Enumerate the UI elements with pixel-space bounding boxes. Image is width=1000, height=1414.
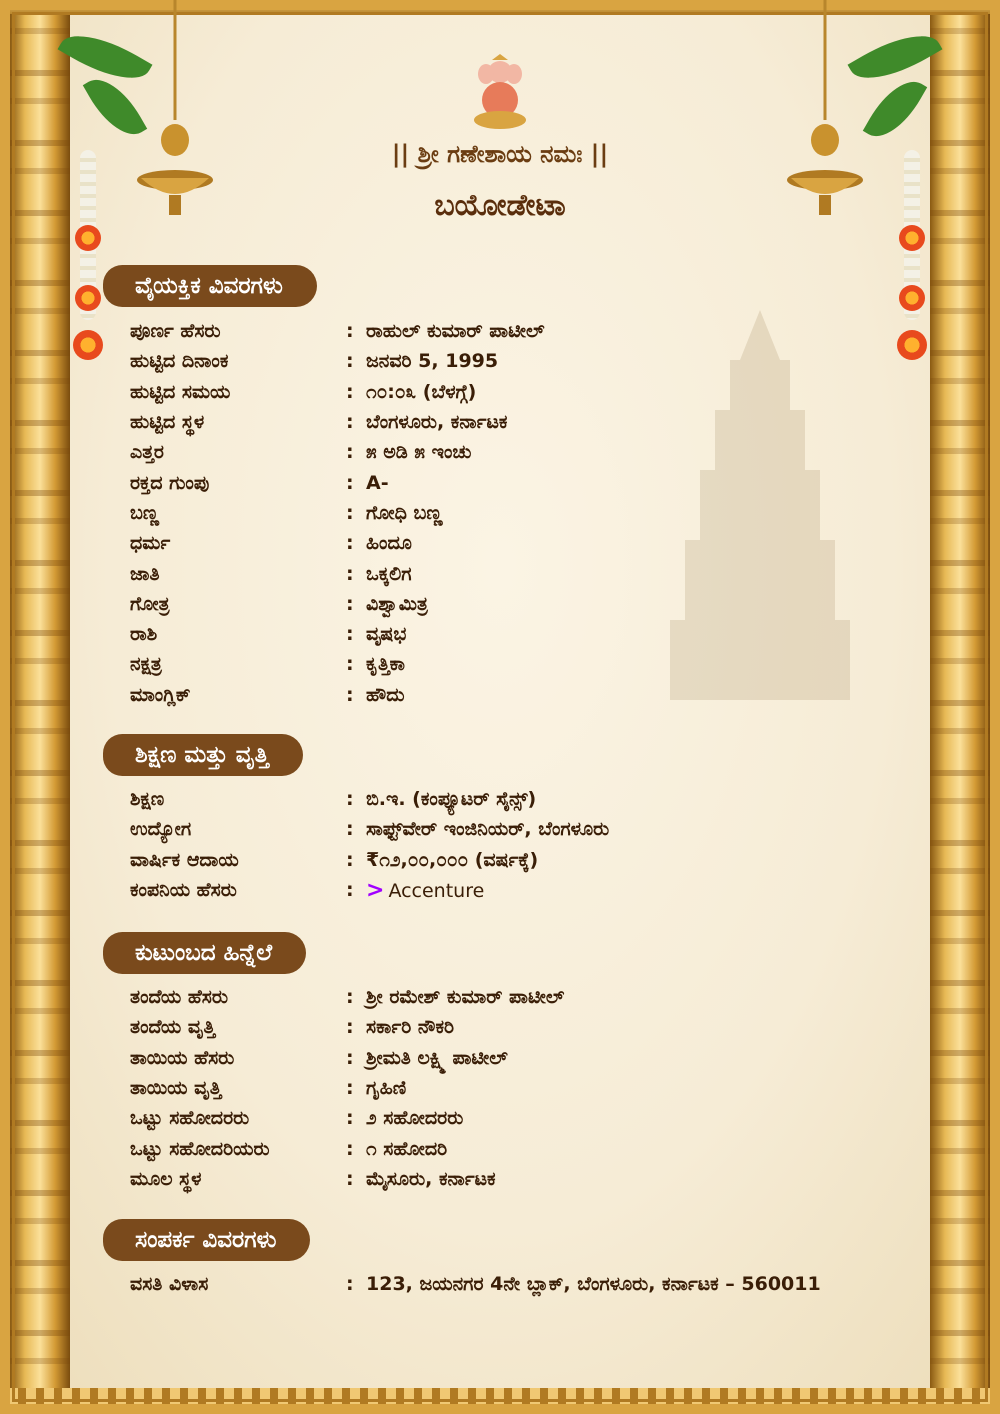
detail-label: ನಕ್ಷತ್ರ bbox=[130, 653, 162, 676]
education-details-list bbox=[130, 784, 890, 905]
detail-label: ರಕ್ತದ ಗುಂಪು bbox=[130, 471, 210, 494]
detail-label: ಮೂಲ ಸ್ಥಳ bbox=[130, 1167, 202, 1190]
detail-separator: : bbox=[346, 986, 354, 1009]
company-name: Accenture bbox=[388, 879, 485, 902]
detail-value: ಶ್ರೀಮತಿ ಲಕ್ಷ್ಮಿ ಪಾಟೀಲ್ bbox=[366, 1046, 508, 1069]
detail-row bbox=[130, 467, 890, 497]
detail-row bbox=[130, 407, 890, 437]
detail-label: ಕಂಪನಿಯ ಹೆಸರು bbox=[130, 879, 237, 902]
detail-label: ಹುಟ್ಟಿದ ಸಮಯ bbox=[130, 380, 231, 403]
detail-row bbox=[130, 1103, 890, 1133]
detail-label: ಒಟ್ಟು ಸಹೋದರಿಯರು bbox=[130, 1137, 270, 1160]
detail-label: ವಾರ್ಷಿಕ ಆದಾಯ bbox=[130, 848, 239, 871]
detail-value: ಒಕ್ಕಲಿಗ bbox=[366, 562, 412, 585]
detail-row bbox=[130, 346, 890, 376]
detail-separator: : bbox=[346, 1273, 354, 1295]
detail-label: ಧರ್ಮ bbox=[130, 532, 171, 555]
detail-row bbox=[130, 814, 890, 844]
detail-label: ಉದ್ಯೋಗ bbox=[130, 818, 192, 841]
detail-value: ಹೌದು bbox=[366, 683, 405, 706]
detail-separator: : bbox=[346, 592, 354, 615]
detail-value: ೫ ಅಡಿ ೫ ಇಂಚು bbox=[366, 441, 472, 464]
detail-row bbox=[130, 845, 890, 875]
detail-separator: : bbox=[346, 623, 354, 646]
detail-value: ಹಿಂದೂ bbox=[366, 532, 412, 555]
detail-label: ಮಾಂಗ್ಲಿಕ್ bbox=[130, 683, 191, 706]
detail-separator: : bbox=[346, 683, 354, 706]
detail-separator: : bbox=[346, 320, 354, 343]
detail-label: ಜಾತಿ bbox=[130, 562, 160, 585]
detail-value: ಬೆಂಗಳೂರು, ಕರ್ನಾಟಕ bbox=[366, 411, 508, 434]
page-title: ಬಯೋಡೇಟಾ bbox=[434, 188, 566, 223]
detail-value: ೨ ಸಹೋದರರು bbox=[366, 1107, 464, 1130]
detail-row bbox=[130, 377, 890, 407]
detail-separator: : bbox=[346, 1077, 354, 1100]
detail-row bbox=[130, 316, 890, 346]
detail-row bbox=[130, 589, 890, 619]
detail-separator: : bbox=[346, 411, 354, 434]
detail-label: ಶಿಕ್ಷಣ bbox=[130, 788, 165, 811]
detail-row bbox=[130, 558, 890, 588]
detail-row bbox=[130, 649, 890, 679]
detail-row bbox=[130, 1269, 890, 1300]
detail-row bbox=[130, 437, 890, 467]
detail-label: ಬಣ್ಣ bbox=[130, 501, 160, 524]
family-details-list bbox=[130, 982, 890, 1194]
detail-row bbox=[130, 1164, 890, 1194]
detail-label: ಎತ್ತರ bbox=[130, 441, 164, 464]
detail-value: ₹೧೨,೦೦,೦೦೦ (ವರ್ಷಕ್ಕೆ) bbox=[366, 848, 539, 871]
detail-value: ಬಿ.ಇ. (ಕಂಪ್ಯೂಟರ್ ಸೈನ್ಸ್) bbox=[366, 788, 537, 811]
detail-value: ಜನವರಿ 5, 1995 bbox=[366, 350, 499, 373]
detail-row bbox=[130, 784, 890, 814]
detail-label: ಗೋತ್ರ bbox=[130, 592, 170, 615]
detail-row bbox=[130, 680, 890, 710]
detail-separator: : bbox=[346, 879, 354, 902]
detail-label: ತಂದೆಯ ವೃತ್ತಿ bbox=[130, 1016, 216, 1039]
detail-separator: : bbox=[346, 350, 354, 373]
detail-label: ವಸತಿ ವಿಳಾಸ bbox=[130, 1273, 209, 1295]
detail-label: ತಾಯಿಯ ಹೆಸರು bbox=[130, 1046, 235, 1069]
detail-separator: : bbox=[346, 788, 354, 811]
detail-value: ವೃಷಭ bbox=[366, 623, 407, 646]
detail-value bbox=[366, 878, 890, 903]
detail-value: 123, ಜಯನಗರ 4ನೇ ಬ್ಲಾಕ್, ಬೆಂಗಳೂರು, ಕರ್ನಾಟಕ – 560011 bbox=[366, 1273, 821, 1295]
detail-value: ಗೋಧಿ ಬಣ್ಣ bbox=[366, 501, 443, 524]
detail-separator: : bbox=[346, 562, 354, 585]
invocation-text: || ಶ್ರೀ ಗಣೇಶಾಯ ನಮಃ || bbox=[391, 140, 609, 168]
detail-value: ೧ ಸಹೋದರಿ bbox=[366, 1137, 448, 1160]
detail-row bbox=[130, 1133, 890, 1163]
detail-label: ರಾಶಿ bbox=[130, 623, 158, 646]
detail-separator: : bbox=[346, 1137, 354, 1160]
detail-separator: : bbox=[346, 532, 354, 555]
detail-value: ಸಾಫ್ಟ್‌ವೇರ್ ಇಂಜಿನಿಯರ್, ಬೆಂಗಳೂರು bbox=[366, 818, 610, 841]
section-heading-contact: ಸಂಪರ್ಕ ವಿವರಗಳು bbox=[103, 1219, 310, 1261]
detail-separator: : bbox=[346, 441, 354, 464]
personal-details-list bbox=[130, 316, 890, 710]
detail-label: ತಂದೆಯ ಹೆಸರು bbox=[130, 986, 228, 1009]
detail-separator: : bbox=[346, 1167, 354, 1190]
detail-row bbox=[130, 1073, 890, 1103]
detail-value: ಸರ್ಕಾರಿ ನೌಕರಿ bbox=[366, 1016, 455, 1039]
section-heading-personal: ವೈಯಕ್ತಿಕ ವಿವರಗಳು bbox=[103, 265, 317, 307]
detail-label: ಹುಟ್ಟಿದ ದಿನಾಂಕ bbox=[130, 350, 229, 373]
contact-details-list bbox=[130, 1269, 890, 1300]
accenture-logo-icon: > bbox=[366, 877, 385, 903]
detail-separator: : bbox=[346, 1107, 354, 1130]
detail-row bbox=[130, 1043, 890, 1073]
detail-value: ವಿಶ್ವಾಮಿತ್ರ bbox=[366, 592, 428, 615]
detail-label: ಹುಟ್ಟಿದ ಸ್ಥಳ bbox=[130, 411, 205, 434]
section-heading-family: ಕುಟುಂಬದ ಹಿನ್ನೆಲೆ bbox=[103, 932, 306, 974]
detail-row bbox=[130, 982, 890, 1012]
detail-value: ಮೈಸೂರು, ಕರ್ನಾಟಕ bbox=[366, 1167, 496, 1190]
detail-value: ರಾಹುಲ್ ಕುಮಾರ್ ಪಾಟೀಲ್ bbox=[366, 320, 545, 343]
detail-separator: : bbox=[346, 653, 354, 676]
detail-separator: : bbox=[346, 1046, 354, 1069]
detail-separator: : bbox=[346, 818, 354, 841]
detail-label: ಪೂರ್ಣ ಹೆಸರು bbox=[130, 320, 221, 343]
detail-value: ೧೦:೦೩ (ಬೆಳಗ್ಗೆ) bbox=[366, 380, 477, 403]
detail-row bbox=[130, 498, 890, 528]
detail-separator: : bbox=[346, 848, 354, 871]
detail-row bbox=[130, 1012, 890, 1042]
detail-separator: : bbox=[346, 501, 354, 524]
detail-row bbox=[130, 875, 890, 905]
detail-separator: : bbox=[346, 1016, 354, 1039]
section-heading-education: ಶಿಕ್ಷಣ ಮತ್ತು ವೃತ್ತಿ bbox=[103, 734, 303, 776]
detail-row bbox=[130, 619, 890, 649]
detail-value: A- bbox=[366, 471, 389, 494]
detail-label: ತಾಯಿಯ ವೃತ್ತಿ bbox=[130, 1077, 222, 1100]
detail-label: ಒಟ್ಟು ಸಹೋದರರು bbox=[130, 1107, 250, 1130]
detail-separator: : bbox=[346, 380, 354, 403]
detail-value: ಗೃಹಿಣಿ bbox=[366, 1077, 407, 1100]
detail-separator: : bbox=[346, 471, 354, 494]
detail-row bbox=[130, 528, 890, 558]
detail-value: ಕೃತ್ತಿಕಾ bbox=[366, 653, 405, 676]
detail-value: ಶ್ರೀ ರಮೇಶ್ ಕುಮಾರ್ ಪಾಟೀಲ್ bbox=[366, 986, 565, 1009]
